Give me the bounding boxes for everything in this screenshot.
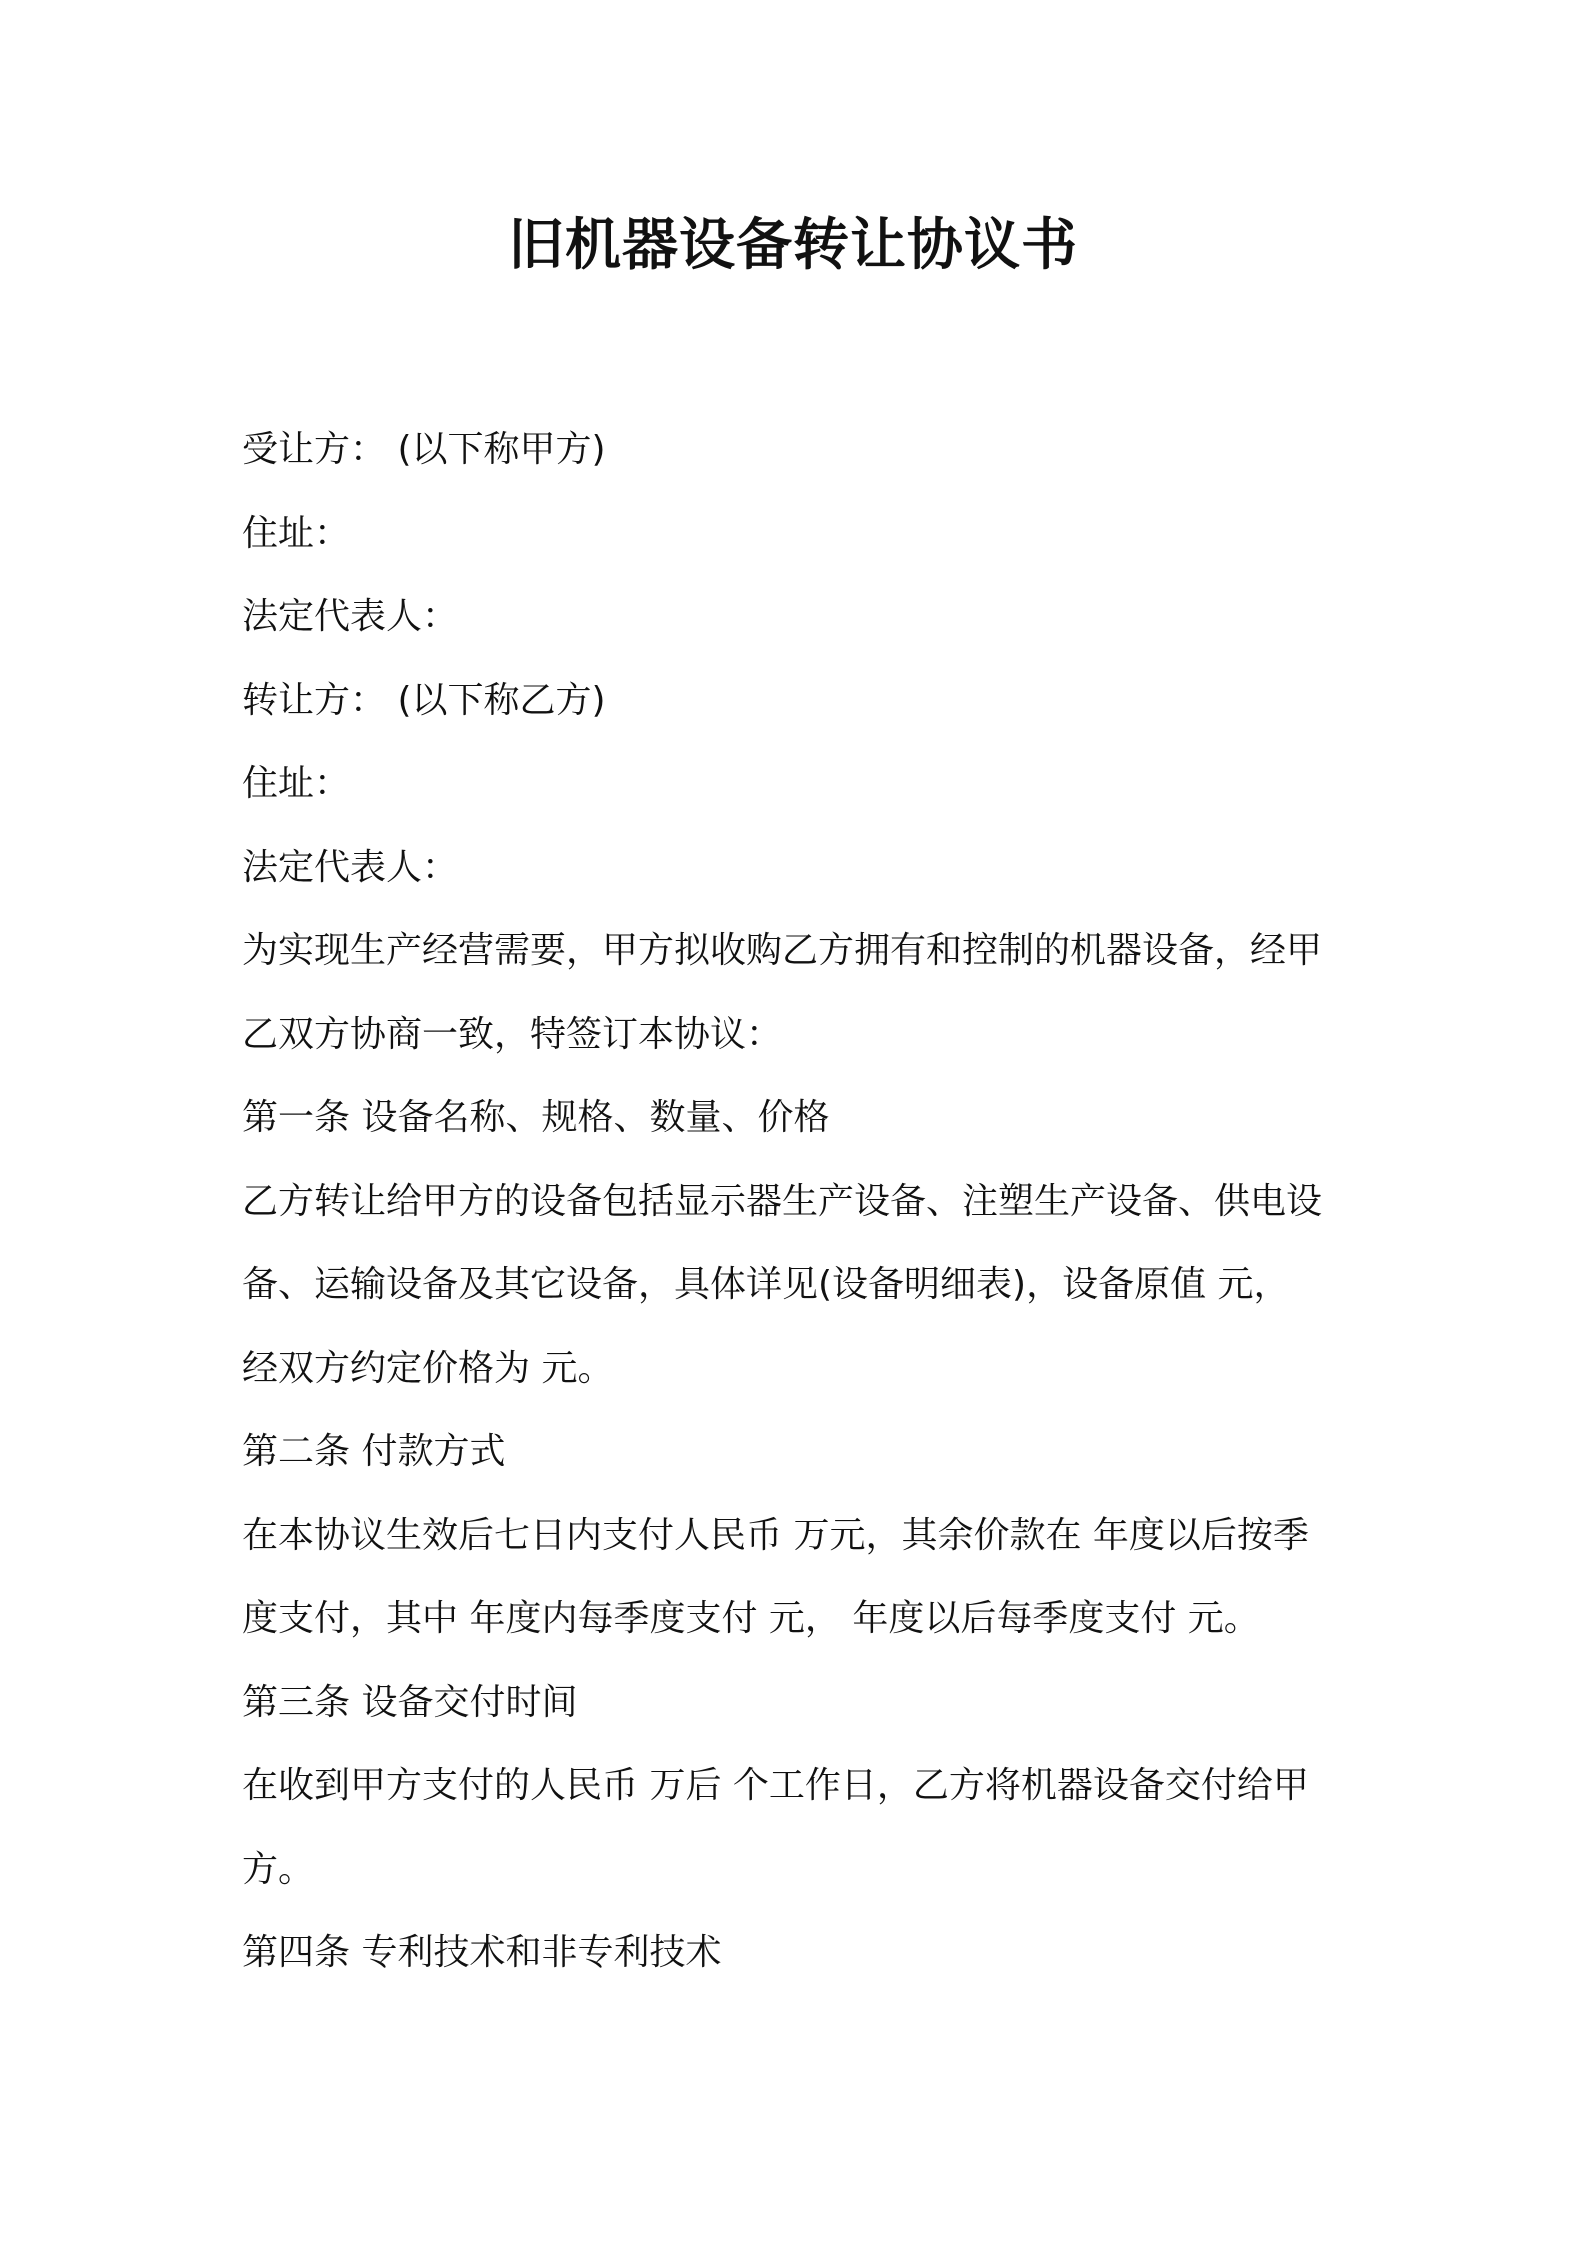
document-body	[242, 408, 1356, 1995]
article-1-text-line-3: 经双方约定价格为 元。	[242, 1347, 614, 1389]
article-3-text-line-1: 在收到甲方支付的人民币 万后 个工作日，乙方将机器设备交付给甲	[242, 1765, 1309, 1806]
party-b-address: 住址：	[242, 763, 351, 804]
article-4-heading: 第四条 专利技术和非专利技术	[242, 1932, 722, 1973]
party-b-label: 转让方： (以下称乙方)	[242, 679, 606, 721]
article-2-text-line-2: 度支付，其中 年度内每季度支付 元， 年度以后每季度支付 元。	[242, 1598, 1260, 1639]
party-a-address: 住址：	[242, 512, 351, 554]
article-1-text-line-1: 乙方转让给甲方的设备包括显示器生产设备、注塑生产设备、供电设	[242, 1180, 1323, 1222]
article-3-text-line-2: 方。	[242, 1848, 315, 1890]
article-2-text-line-1: 在本协议生效后七日内支付人民币 万元，其余价款在 年度以后按季	[242, 1514, 1309, 1556]
article-3-heading: 第三条 设备交付时间	[242, 1681, 578, 1723]
party-a-representative: 法定代表人：	[242, 596, 459, 637]
preamble-line-1: 为实现生产经营需要，甲方拟收购乙方拥有和控制的机器设备，经甲	[242, 930, 1323, 971]
preamble-line-2: 乙双方协商一致，特签订本协议：	[242, 1013, 783, 1055]
document-title: 旧机器设备转让协议书	[508, 213, 1078, 278]
article-2-heading: 第二条 付款方式	[242, 1431, 506, 1472]
article-1-text-line-2: 备、运输设备及其它设备，具体详见(设备明细表)，设备原值 元，	[242, 1264, 1290, 1305]
party-b-representative: 法定代表人：	[242, 846, 459, 888]
party-a-label: 受让方： (以下称甲方)	[242, 429, 606, 470]
article-1-heading: 第一条 设备名称、规格、数量、价格	[242, 1097, 830, 1138]
